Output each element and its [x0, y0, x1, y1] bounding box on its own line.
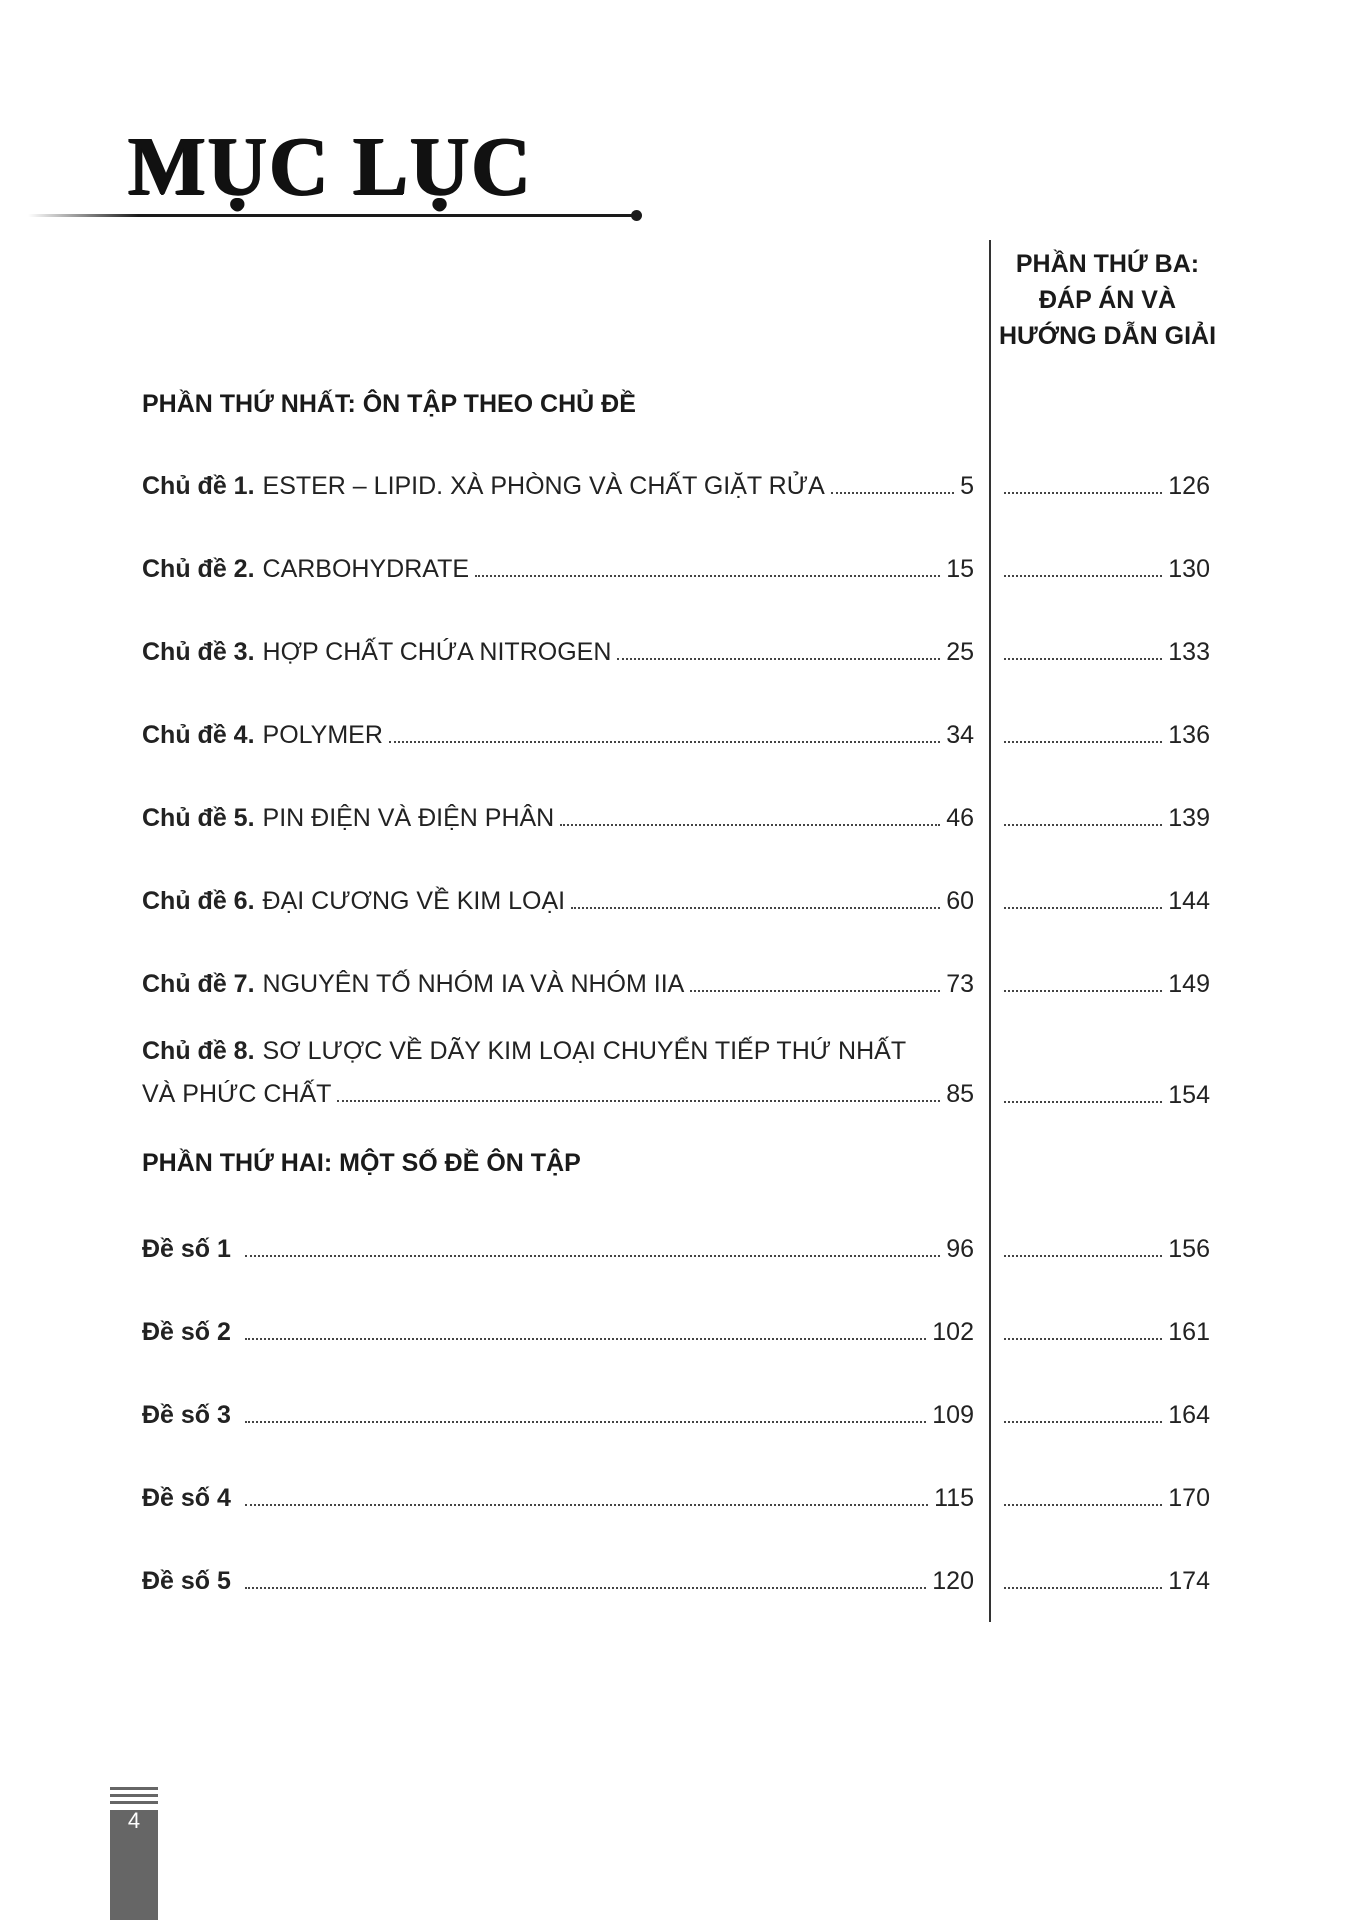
answer-entry-topic-6[interactable]	[1004, 887, 1210, 916]
entry-label: Đề số 3	[142, 1401, 231, 1429]
dot-leader	[1004, 1420, 1162, 1423]
answer-page: 174	[1168, 1567, 1210, 1595]
entry-label: Chủ đề 2.	[142, 555, 255, 583]
entry-title: NGUYÊN TỐ NHÓM IA VÀ NHÓM IIA	[262, 970, 685, 998]
toc-entry-topic-2[interactable]	[142, 555, 974, 584]
answer-entry-topic-5[interactable]	[1004, 804, 1210, 833]
dot-leader	[1004, 1503, 1162, 1506]
dot-leader	[1004, 657, 1162, 660]
answers-column-header	[995, 246, 1220, 354]
dot-leader	[1004, 491, 1162, 494]
entry-page: 85	[946, 1080, 974, 1108]
dot-leader	[245, 1337, 926, 1340]
answer-page: 149	[1168, 970, 1210, 998]
entry-title: ESTER – LIPID. XÀ PHÒNG VÀ CHẤT GIẶT RỬA	[262, 472, 825, 500]
dot-leader	[617, 657, 940, 660]
dot-leader	[1004, 823, 1162, 826]
toc-entry-exam-5[interactable]	[142, 1567, 974, 1596]
toc-entry-topic-3[interactable]	[142, 638, 974, 667]
toc-entry-exam-2[interactable]	[142, 1318, 974, 1347]
answer-page: 154	[1168, 1081, 1210, 1109]
entry-label: Đề số 5	[142, 1567, 231, 1595]
entry-title: PIN ĐIỆN VÀ ĐIỆN PHÂN	[262, 804, 555, 832]
entry-label: Chủ đề 3.	[142, 638, 255, 666]
answer-entry-exam-1[interactable]	[1004, 1235, 1210, 1264]
answer-page: 161	[1168, 1318, 1210, 1346]
answers-header-line-1: PHẦN THỨ BA:	[1015, 250, 1200, 278]
entry-page: 46	[946, 804, 974, 832]
footer-stripe	[110, 1801, 158, 1804]
dot-leader	[337, 1099, 940, 1102]
answer-entry-topic-4[interactable]	[1004, 721, 1210, 750]
entry-label: Đề số 2	[142, 1318, 231, 1346]
answer-page: 164	[1168, 1401, 1210, 1429]
entry-page: 60	[946, 887, 974, 915]
part2-heading: PHẦN THỨ HAI: MỘT SỐ ĐỀ ÔN TẬP	[142, 1149, 581, 1177]
entry-label: Đề số 4	[142, 1484, 231, 1512]
dot-leader	[245, 1586, 926, 1589]
entry-label: Đề số 1	[142, 1235, 231, 1263]
answer-page: 136	[1168, 721, 1210, 749]
entry-page: 115	[934, 1484, 974, 1512]
entry-title: CARBOHYDRATE	[262, 555, 470, 583]
dot-leader	[690, 989, 940, 992]
answer-page: 139	[1168, 804, 1210, 832]
entry-label: Chủ đề 6.	[142, 887, 255, 915]
entry-title: ĐẠI CƯƠNG VỀ KIM LOẠI	[262, 887, 566, 915]
answers-header-line-2: ĐÁP ÁN VÀ	[1038, 286, 1177, 314]
entry-label: Chủ đề 1.	[142, 472, 255, 500]
title-underline-dot	[631, 210, 642, 221]
entry-page: 120	[932, 1567, 974, 1595]
answer-page: 133	[1168, 638, 1210, 666]
answer-entry-topic-8[interactable]	[1004, 1081, 1210, 1110]
dot-leader	[560, 823, 940, 826]
dot-leader	[245, 1254, 940, 1257]
dot-leader	[831, 491, 954, 494]
entry-page: 73	[946, 970, 974, 998]
dot-leader	[1004, 574, 1162, 577]
toc-entry-topic-6[interactable]	[142, 887, 974, 916]
answer-entry-exam-2[interactable]	[1004, 1318, 1210, 1347]
toc-entry-topic-8[interactable]	[142, 1037, 974, 1109]
answer-page: 126	[1168, 472, 1210, 500]
dot-leader	[245, 1503, 928, 1506]
dot-leader	[245, 1420, 926, 1423]
dot-leader	[1004, 1337, 1162, 1340]
dot-leader	[1004, 1100, 1162, 1103]
dot-leader	[389, 740, 940, 743]
toc-entry-topic-1[interactable]	[142, 472, 974, 501]
answer-entry-topic-3[interactable]	[1004, 638, 1210, 667]
entry-page: 34	[946, 721, 974, 749]
page-number: 4	[127, 1808, 141, 1833]
page-title: MỤC LỤC	[128, 120, 533, 213]
column-divider	[989, 240, 991, 1622]
entry-label: Chủ đề 4.	[142, 721, 255, 749]
toc-entry-exam-4[interactable]	[142, 1484, 974, 1513]
entry-page: 15	[946, 555, 974, 583]
entry-page: 109	[932, 1401, 974, 1429]
entry-title: SƠ LƯỢC VỀ DÃY KIM LOẠI CHUYỂN TIẾP THỨ NHẤT	[262, 1037, 907, 1065]
footer-stripe	[110, 1794, 158, 1797]
answer-page: 130	[1168, 555, 1210, 583]
answer-entry-topic-1[interactable]	[1004, 472, 1210, 501]
toc-entry-topic-5[interactable]	[142, 804, 974, 833]
answer-entry-exam-3[interactable]	[1004, 1401, 1210, 1430]
answer-page: 144	[1168, 887, 1210, 915]
part1-heading: PHẦN THỨ NHẤT: ÔN TẬP THEO CHỦ ĐỀ	[142, 390, 636, 418]
dot-leader	[1004, 906, 1162, 909]
dot-leader	[1004, 740, 1162, 743]
entry-label: Chủ đề 5.	[142, 804, 255, 832]
dot-leader	[1004, 989, 1162, 992]
answer-entry-topic-7[interactable]	[1004, 970, 1210, 999]
entry-label: Chủ đề 7.	[142, 970, 255, 998]
entry-label: Chủ đề 8.	[142, 1037, 255, 1065]
entry-page: 96	[946, 1235, 974, 1263]
toc-entry-topic-7[interactable]	[142, 970, 974, 999]
dot-leader	[1004, 1586, 1162, 1589]
toc-entry-topic-4[interactable]	[142, 721, 974, 750]
entry-title-continued: VÀ PHỨC CHẤT	[142, 1080, 332, 1108]
toc-entry-exam-1[interactable]	[142, 1235, 974, 1264]
entry-page: 102	[932, 1318, 974, 1346]
answer-entry-exam-5[interactable]	[1004, 1567, 1210, 1596]
footer-stripe	[110, 1787, 158, 1790]
title-underline	[28, 214, 640, 217]
entry-title: HỢP CHẤT CHỨA NITROGEN	[262, 638, 612, 666]
answers-header-line-3: HƯỚNG DẪN GIẢI	[998, 322, 1217, 350]
entry-page: 5	[960, 472, 974, 500]
entry-page: 25	[946, 638, 974, 666]
dot-leader	[571, 906, 940, 909]
dot-leader	[475, 574, 940, 577]
toc-entry-exam-3[interactable]	[142, 1401, 974, 1430]
dot-leader	[1004, 1254, 1162, 1257]
answer-entry-topic-2[interactable]	[1004, 555, 1210, 584]
entry-title: POLYMER	[262, 721, 383, 749]
answer-page: 156	[1168, 1235, 1210, 1263]
answer-page: 170	[1168, 1484, 1210, 1512]
answer-entry-exam-4[interactable]	[1004, 1484, 1210, 1513]
